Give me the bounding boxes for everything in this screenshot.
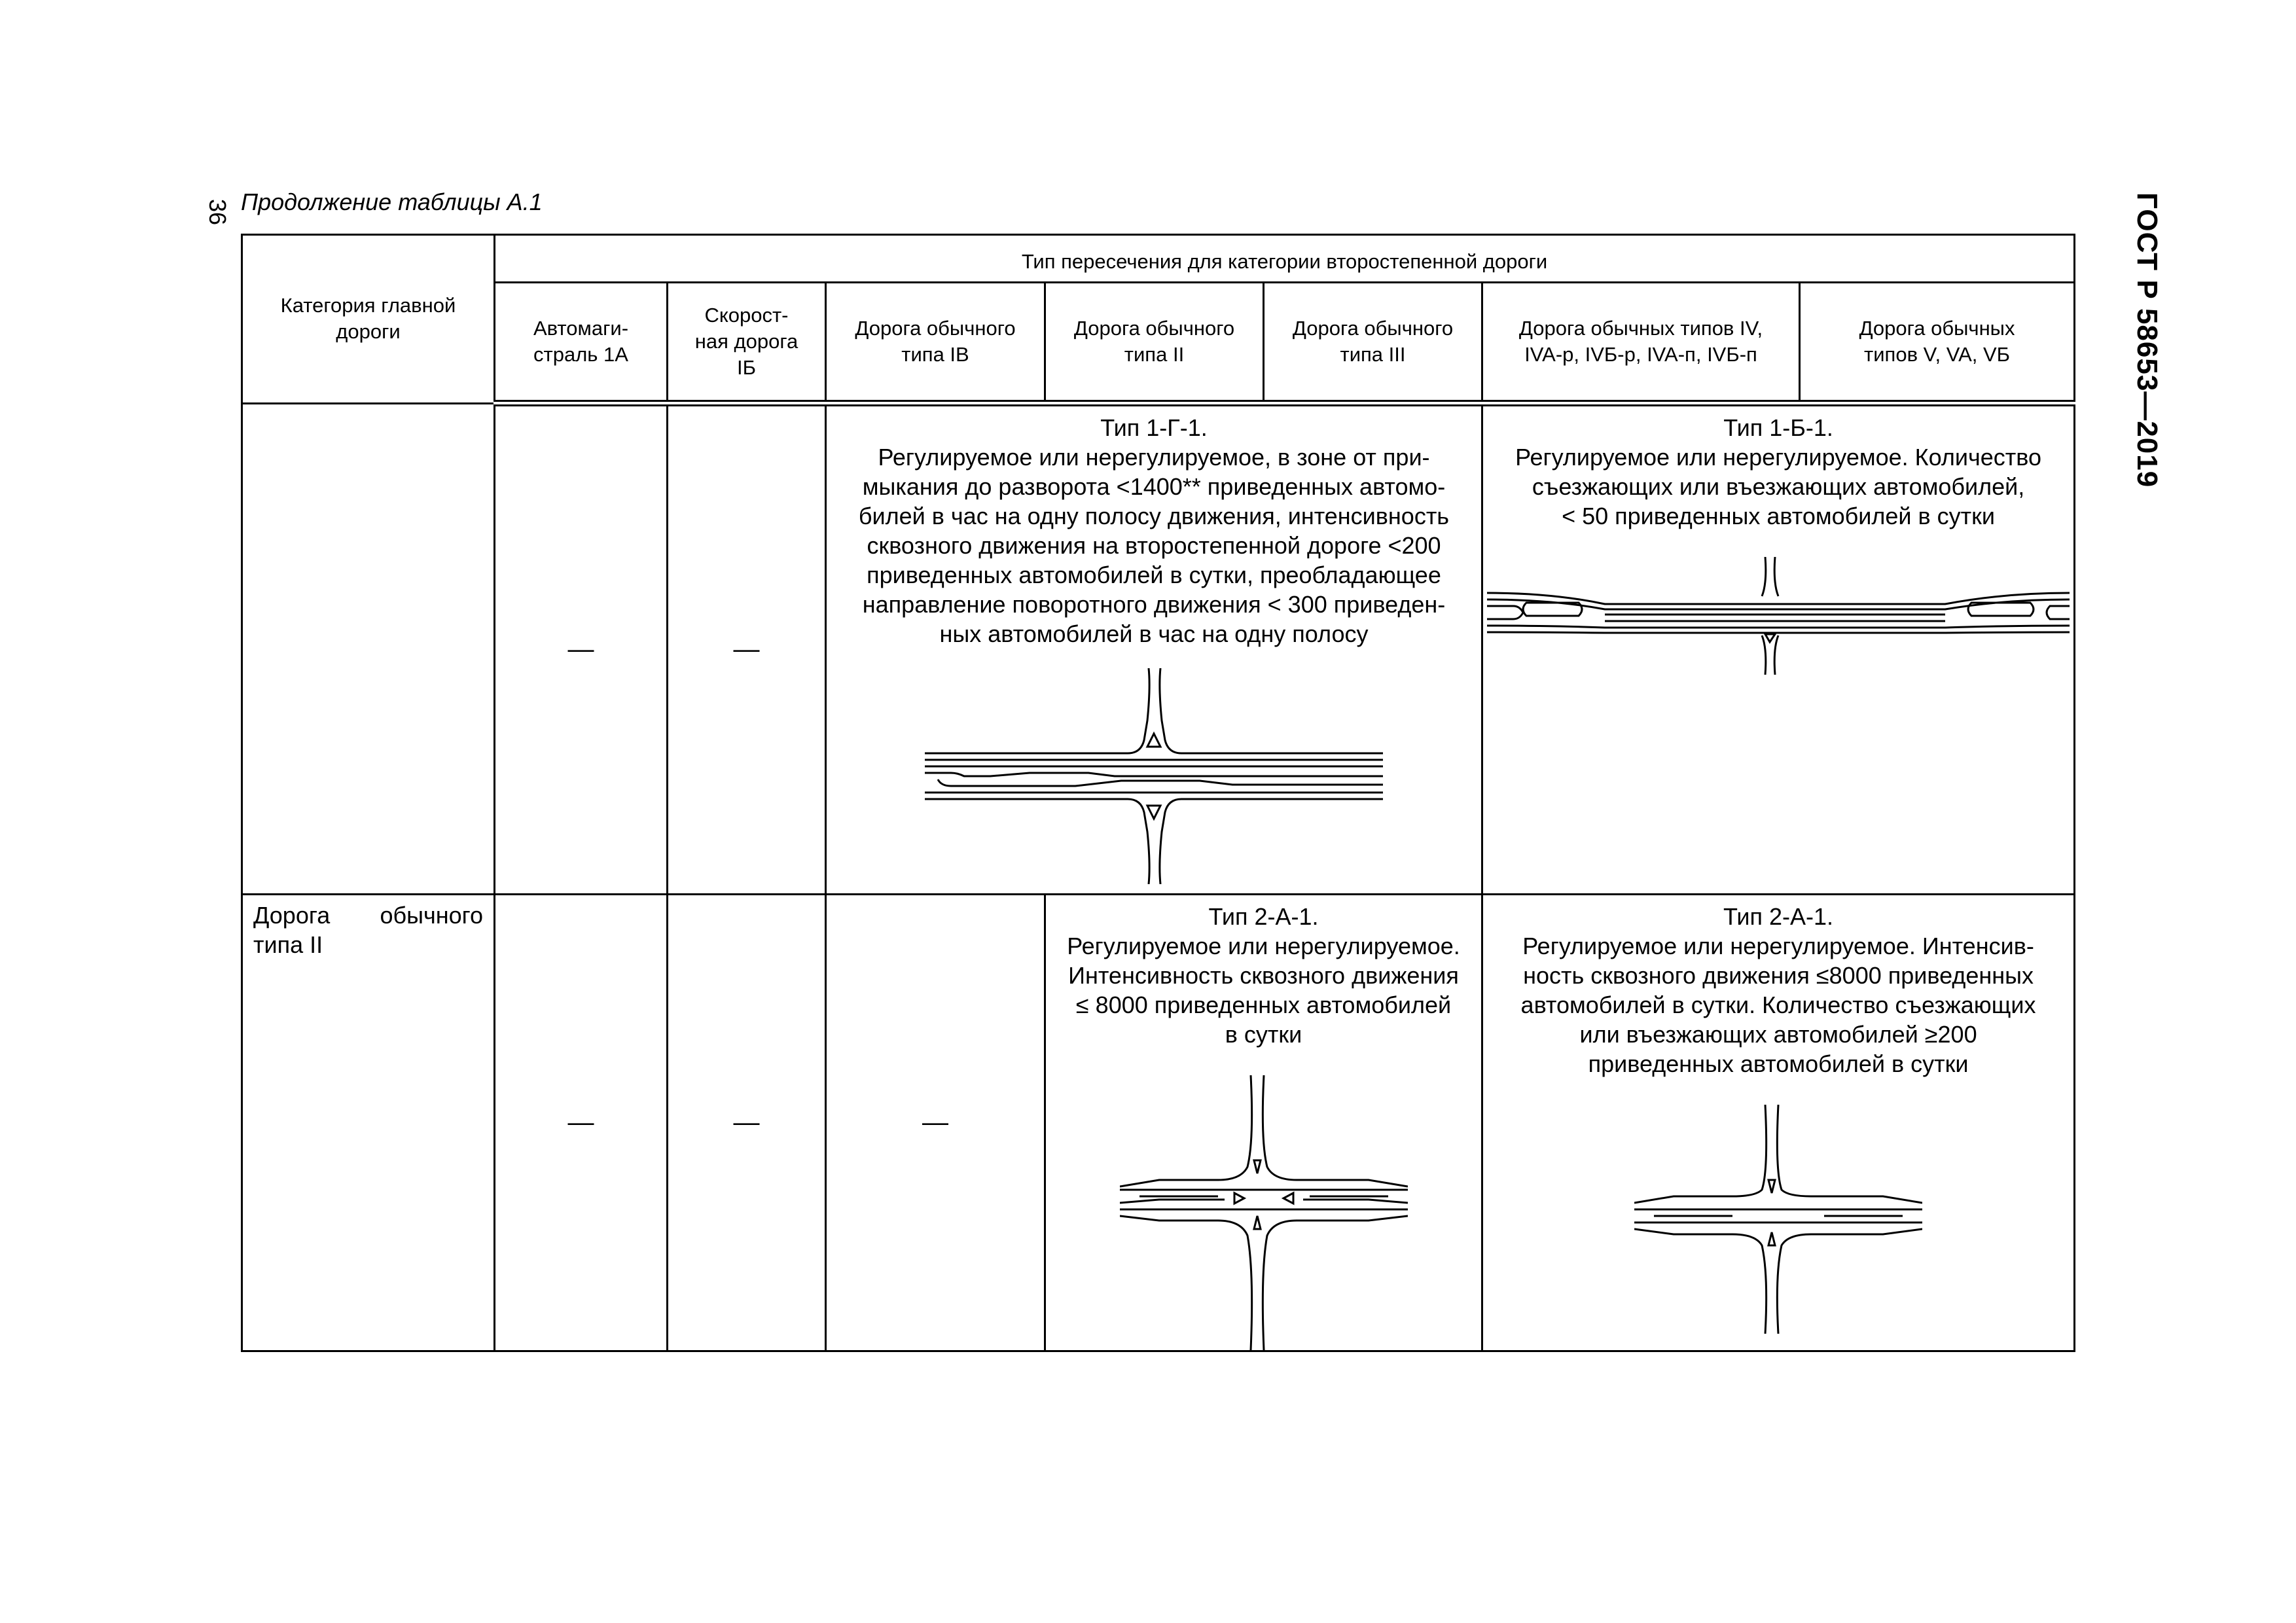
header-col-5 [1800,283,2075,404]
document-code-text: ГОСТ Р 58653—2019 [2131,192,2163,488]
type-description: Регулируемое или нерегулируемое, в зоне от при- мыкания до разворота <1400** приведенных автомо- билей в час на одну полосу движения, интенсивность сквозного движения на второстепенной дороге <200 приведенных автомобилей в сутки, преобладающее направление поворотного движения < 300 приведен- ных автомобилей в час на одну полосу [858,444,1450,647]
row1-dash-1a: — [495,403,668,894]
header-col-4 [1482,283,1800,404]
row1-dash-1b: — [668,403,826,894]
header-col-1v [826,283,1045,404]
row2-dash-1v: — [826,894,1045,1351]
row2-category [242,894,495,1351]
table-title: Продолжение таблицы А.1 [241,188,543,215]
row2-cell-type-2a1-text [1046,895,1481,1049]
type-description: Регулируемое или нерегулируемое. Количество съезжающих или въезжающих автомобилей, < 50 приведенных автомобилей в сутки [1515,444,2041,529]
intersection-1b1-diagram [1487,557,2070,675]
header-col-2 [1045,283,1264,404]
intersection-1g1-diagram [925,668,1383,884]
row1-cell-type-1b1 [1482,403,2075,894]
row2-dash-1a: — [495,894,668,1351]
row2-cell-type-2a1-b-text [1483,895,2073,1079]
header-col-1b [668,283,826,404]
header-col-2-label: Дорога обычного типа II [1073,317,1235,366]
type-label: Тип 2-А-1. [1723,902,1834,930]
row1-category [242,403,495,894]
header-col-4-label: Дорога обычных типов IV, IVA-р, IVБ-р, IVA-п, IVБ-п [1518,317,1763,366]
row2-cell-type-2a1 [1045,894,1482,1351]
header-col-1b-label: Скорост- ная дорога IБ [694,304,798,379]
row2-cell-type-2a1-b [1482,894,2075,1351]
type-description: Регулируемое или нерегулируемое. Интенсив- ность сквозного движения ≤8000 приведенных автомобилей в сутки. Количество съезжающих или въезжающих автомобилей ≥200 приведенных автомобилей в сутки [1520,932,2036,1077]
row1-cell-type-1b1-text [1483,406,2073,531]
row2-category-line1: Дорога обычного [253,901,483,929]
row2-category-line2: типа II [253,931,323,958]
row2-dash-1b: — [668,894,826,1351]
header-col-3 [1264,283,1482,404]
row1-cell-type-1g1 [826,403,1482,894]
type-label: Тип 1-Б-1. [1723,414,1833,441]
page-number: 36 [204,198,231,226]
header-secondary-group: Тип пересечения для категории второстепенной дороги [495,235,2075,283]
header-col-3-label: Дорога обычного типа III [1292,317,1454,366]
header-col-1v-label: Дорога обычного типа IВ [855,317,1016,366]
type-label: Тип 2-А-1. [1208,902,1319,930]
header-col-1a-label: Автомаги- страль 1А [533,317,629,366]
type-label: Тип 1-Г-1. [1100,414,1208,441]
document-code [2127,192,2166,488]
header-main-category: Категория главной дороги [242,235,495,404]
row1-cell-type-1g1-text [827,406,1481,649]
intersection-types-table [241,234,2075,1352]
type-description: Регулируемое или нерегулируемое. Интенсивность сквозного движения ≤ 8000 приведенных автомобилей в сутки [1067,932,1460,1048]
header-col-1a [495,283,668,404]
header-col-5-label: Дорога обычных типов V, VA, VБ [1859,317,2015,366]
intersection-2a1-diagram [1120,1075,1408,1350]
intersection-2a1-diagram [1634,1105,1922,1334]
